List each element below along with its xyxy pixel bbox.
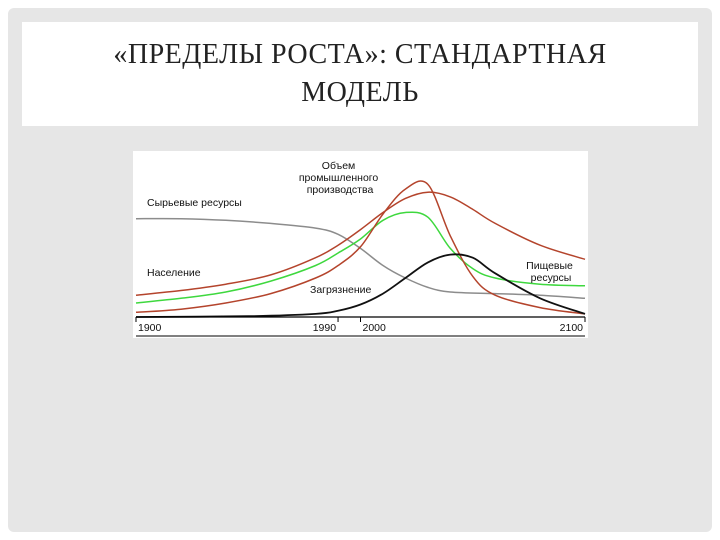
x-tick-label: 1990: [312, 322, 337, 334]
x-tick-label: 2100: [559, 322, 583, 334]
line-chart: [133, 151, 588, 338]
chart-container: [133, 151, 588, 338]
annotation-population: Население: [147, 267, 201, 279]
annotation-food: [526, 260, 576, 284]
annotation-industrial-output-line: производства: [306, 184, 374, 196]
annotation-industrial-output-line: Объем: [321, 160, 356, 172]
annotation-raw-resources: Сырьевые ресурсы: [147, 197, 242, 209]
annotation-food-line: ресурсы: [530, 272, 572, 284]
annotation-industrial-output-line: промышленного: [298, 172, 379, 184]
annotation-food-line: Пищевые: [526, 260, 573, 272]
title-box: [22, 22, 698, 126]
annotation-pollution: Загрязнение: [310, 284, 372, 296]
slide-title: «ПРЕДЕЛЫ РОСТА»: СТАНДАРТНАЯ МОДЕЛЬ: [113, 39, 607, 108]
x-tick-label: 2000: [362, 322, 386, 334]
x-tick-label: 1900: [138, 322, 162, 334]
